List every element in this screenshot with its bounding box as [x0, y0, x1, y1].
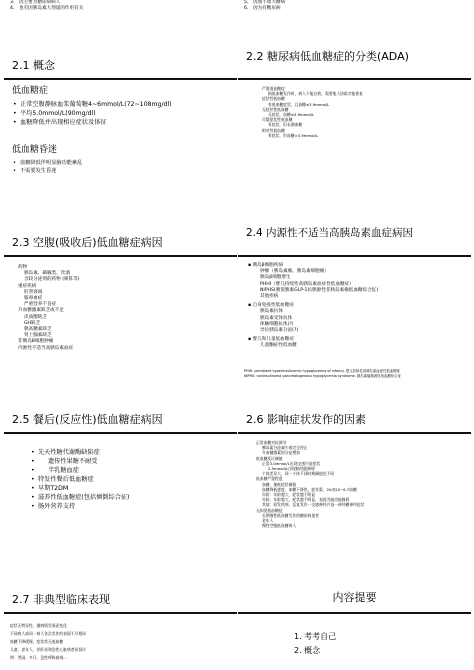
list-item: 重症疾病 — [18, 283, 37, 289]
list-item: 症状性低血糖 — [262, 96, 285, 102]
slide-title: 2.3 空腹(吸收后)低血糖症病因 — [12, 236, 163, 249]
title-divider — [4, 255, 237, 257]
list-item: 胰岛β细胞增生 — [260, 275, 291, 281]
list-item: ▪ 婴儿和儿童低血糖症 — [248, 337, 294, 343]
fragment-line: 5、 因血不血大糖病 — [244, 0, 286, 5]
list-item: 老年人 — [262, 518, 274, 524]
list-item: 体触细胞抗体(?) — [260, 321, 294, 327]
list-item: • 遗传性果糖不耐受 — [31, 458, 98, 465]
list-item: 有症状，但血糖>3.9mmol/L — [268, 132, 318, 138]
title-divider — [4, 432, 237, 434]
fragment-line: 4、 也有因胰岛素大剂量的作用有关 — [10, 6, 84, 12]
list-item: 肝肾衰竭 — [24, 289, 43, 295]
slide-2-7 — [4, 578, 237, 670]
list-item: • 正常空腹静脉血浆葡萄糖4~6mmol/L(72~108mg/dl) — [13, 101, 172, 108]
list-item: 不同病人或同一病人各次发作的表现不尽相同 — [10, 631, 86, 636]
toc-item: 2. 概念 — [294, 646, 321, 655]
list-item: 胰高糖素缺乏 — [24, 327, 52, 333]
list-item: NIPHS(胰促胰素GLP-1抗胰源性非胰岛素瘤低血糖综合征) — [260, 287, 379, 293]
list-item: 正常血糖对抗调节 — [256, 440, 287, 445]
list-item: 升血糖激素的分泌增加 — [262, 450, 300, 456]
list-item: 非胰岛B细胞肿瘤 — [18, 339, 54, 345]
list-item: • 不需要发生昏迷 — [13, 168, 57, 174]
title-divider — [4, 612, 237, 614]
list-item: 肿瘤（胰岛素瘤、胰岛素细胞瘤） — [260, 269, 329, 275]
list-item: 升血糖激素缺乏或不足 — [18, 308, 64, 314]
slide-2-2 — [238, 48, 471, 220]
list-item: 年龄：年龄越大，症状越不明显 — [262, 492, 316, 498]
slide-title: 2.5 餐后(反应性)低血糖症病因 — [12, 413, 163, 426]
list-item: 异位胰岛素分泌(?) — [260, 328, 299, 334]
title-divider — [4, 78, 237, 80]
list-item: 低血糖反应阈值 — [256, 455, 283, 461]
list-item: 慢性空腹低血糖病人 — [262, 523, 297, 529]
section-heading: 低血糖昏迷 — [12, 145, 58, 155]
list-item: 脓毒血症 — [24, 296, 43, 302]
list-item: • 平均5.0mmol/L(90mg/dl) — [13, 110, 96, 117]
list-item: 例：哭闹、多汗、急性呼吸衰竭... — [10, 655, 67, 660]
list-item: 无症状，血糖≤3.9mmol/L — [268, 112, 315, 118]
list-item: PHHI（婴儿持续性高胰岛素血症性低血糖症） — [260, 281, 354, 287]
section-heading: 低血糖症 — [12, 86, 49, 96]
list-item: 指低血糖发作时，病人不能自救，需要他人协助才能恢复 — [268, 91, 363, 97]
slide-title: 2.2 糖尿病低血糖症的分类(ADA) — [246, 50, 409, 63]
slide-2-4 — [238, 225, 471, 390]
list-item: • 半乳糖血症 — [31, 467, 79, 474]
list-item: 含较分泌剂的药物 (喷阵等) — [24, 277, 80, 283]
top-fragment-left — [4, 0, 237, 28]
title-divider — [238, 78, 471, 80]
list-item: 胰岛素抗体 — [260, 309, 283, 315]
list-item: 相对性低血糖 — [262, 127, 285, 133]
fragment-line: 3、 因主要为糖尿病病人 — [10, 0, 61, 5]
title-divider — [238, 432, 471, 434]
list-item: 低血糖严重程度 — [256, 476, 283, 482]
footnote: NIPHS: noninsulinoma pancreatogenous hypoglycemia syndrome. 胰岛素瘤胰源性低血糖综合征 — [244, 373, 401, 378]
list-item: 血糖下降缓慢，症状常无低血糖 — [10, 639, 64, 644]
list-item: 有低血糖症状，且血糖≤3.9mmol/L — [268, 101, 330, 107]
list-item: 儿童、老年人、伴肝炎和急性心脏病者易误诊 — [10, 647, 86, 652]
slide-2-5 — [4, 400, 237, 570]
top-fragment-right — [238, 0, 471, 28]
list-item: • 血糖降低伴明显脑功能紊乱 — [13, 160, 83, 166]
list-item: 长期慢性低血糖发作的糖尿病患者 — [262, 512, 319, 518]
list-item: 可疑症状性低血糖 — [262, 117, 293, 123]
list-item: 无症状性低血糖 — [262, 106, 289, 112]
list-item: • 滋养性低血糖症(包括倾倒综合征) — [31, 494, 130, 501]
list-item: • 特发性餐后低血糖症 — [31, 476, 94, 483]
footnote: PHHI: persistent hyperinsulinemic hypoglycemia of infancy. 婴儿持续性高胰岛素血症性低血糖症 — [244, 369, 401, 373]
slide-2-1 — [4, 48, 237, 220]
list-item: 胰岛素、磺脲类、饮酒 — [24, 271, 70, 277]
fragment-line: 6、 因为有糖尿病 — [244, 6, 281, 12]
list-item: 胰岛素受体抗体 — [260, 315, 293, 321]
list-item: 有症状，但未测血糖 — [268, 122, 303, 128]
title-divider — [238, 612, 471, 614]
list-item: 儿童酮症性低血糖 — [260, 343, 297, 349]
list-item: ▪ 自身免疫性低血糖症 — [248, 303, 294, 309]
list-item: 肾上腺素缺乏 — [24, 333, 52, 339]
slide-title: 2.6 影响症状发作的因素 — [246, 413, 366, 426]
list-item: • 肠外营养支持 — [31, 503, 76, 510]
list-item: • 先天性糖代谢酶缺陷症 — [31, 449, 100, 456]
list-item: 血糖、褪低症状阈值 — [262, 481, 297, 487]
slide-2-3 — [4, 225, 237, 390]
slide-title: 内容提要 — [332, 591, 377, 604]
list-item: 药物 — [18, 265, 28, 270]
list-item: 症状无特异性、随病情发展而变化 — [10, 623, 67, 628]
slide-title: 2.7 非典型临床表现 — [12, 593, 110, 606]
list-item: • 血糖降低并出现相应症状及体征 — [13, 119, 107, 126]
list-item: ▪ 胰岛β细胞疾病 — [248, 263, 284, 268]
list-item: 胰岛素分泌减少或完全停止 — [262, 445, 308, 451]
list-item: 皮质醇缺乏 — [24, 314, 47, 320]
list-item: 无知觉低血糖症 — [256, 507, 283, 513]
title-divider — [238, 255, 471, 257]
list-item: 正常3.0mmol/L出现交感兴奋症状 — [262, 460, 321, 466]
list-item: 严重营养不良症 — [24, 302, 57, 308]
list-item: 严重低血糖症 — [262, 86, 285, 91]
slide-2-6 — [238, 400, 471, 570]
toc-item: 1. 考考自己 — [294, 632, 337, 641]
slide-toc — [238, 578, 471, 670]
slide-title: 2.1 概念 — [12, 59, 55, 72]
list-item: • 早期T2DM — [31, 485, 69, 492]
list-item: 2.5mmol/L出现脑功能障碍 — [268, 466, 315, 472]
list-item: 内源性不适当高胰岛素血症 — [18, 345, 74, 351]
list-item: 血糖降低速度、血糖下降快，症状重，2h由20~6.7血糖 — [262, 486, 357, 492]
list-item: 其他疾病 — [260, 294, 279, 300]
list-item: 其他：原发疾病、反复发作一交感神经兴奋一神经糖神经症状 — [262, 502, 365, 508]
slide-title: 2.4 内源性不适当高胰岛素血症病因 — [246, 227, 414, 239]
list-item: 个体差异大，同一个体不同时期阈值也不同 — [262, 471, 335, 477]
list-item: GH缺乏 — [24, 320, 41, 326]
list-item: 年龄、年龄越大，症状越不明显，表现为脑功能障碍 — [262, 497, 350, 503]
